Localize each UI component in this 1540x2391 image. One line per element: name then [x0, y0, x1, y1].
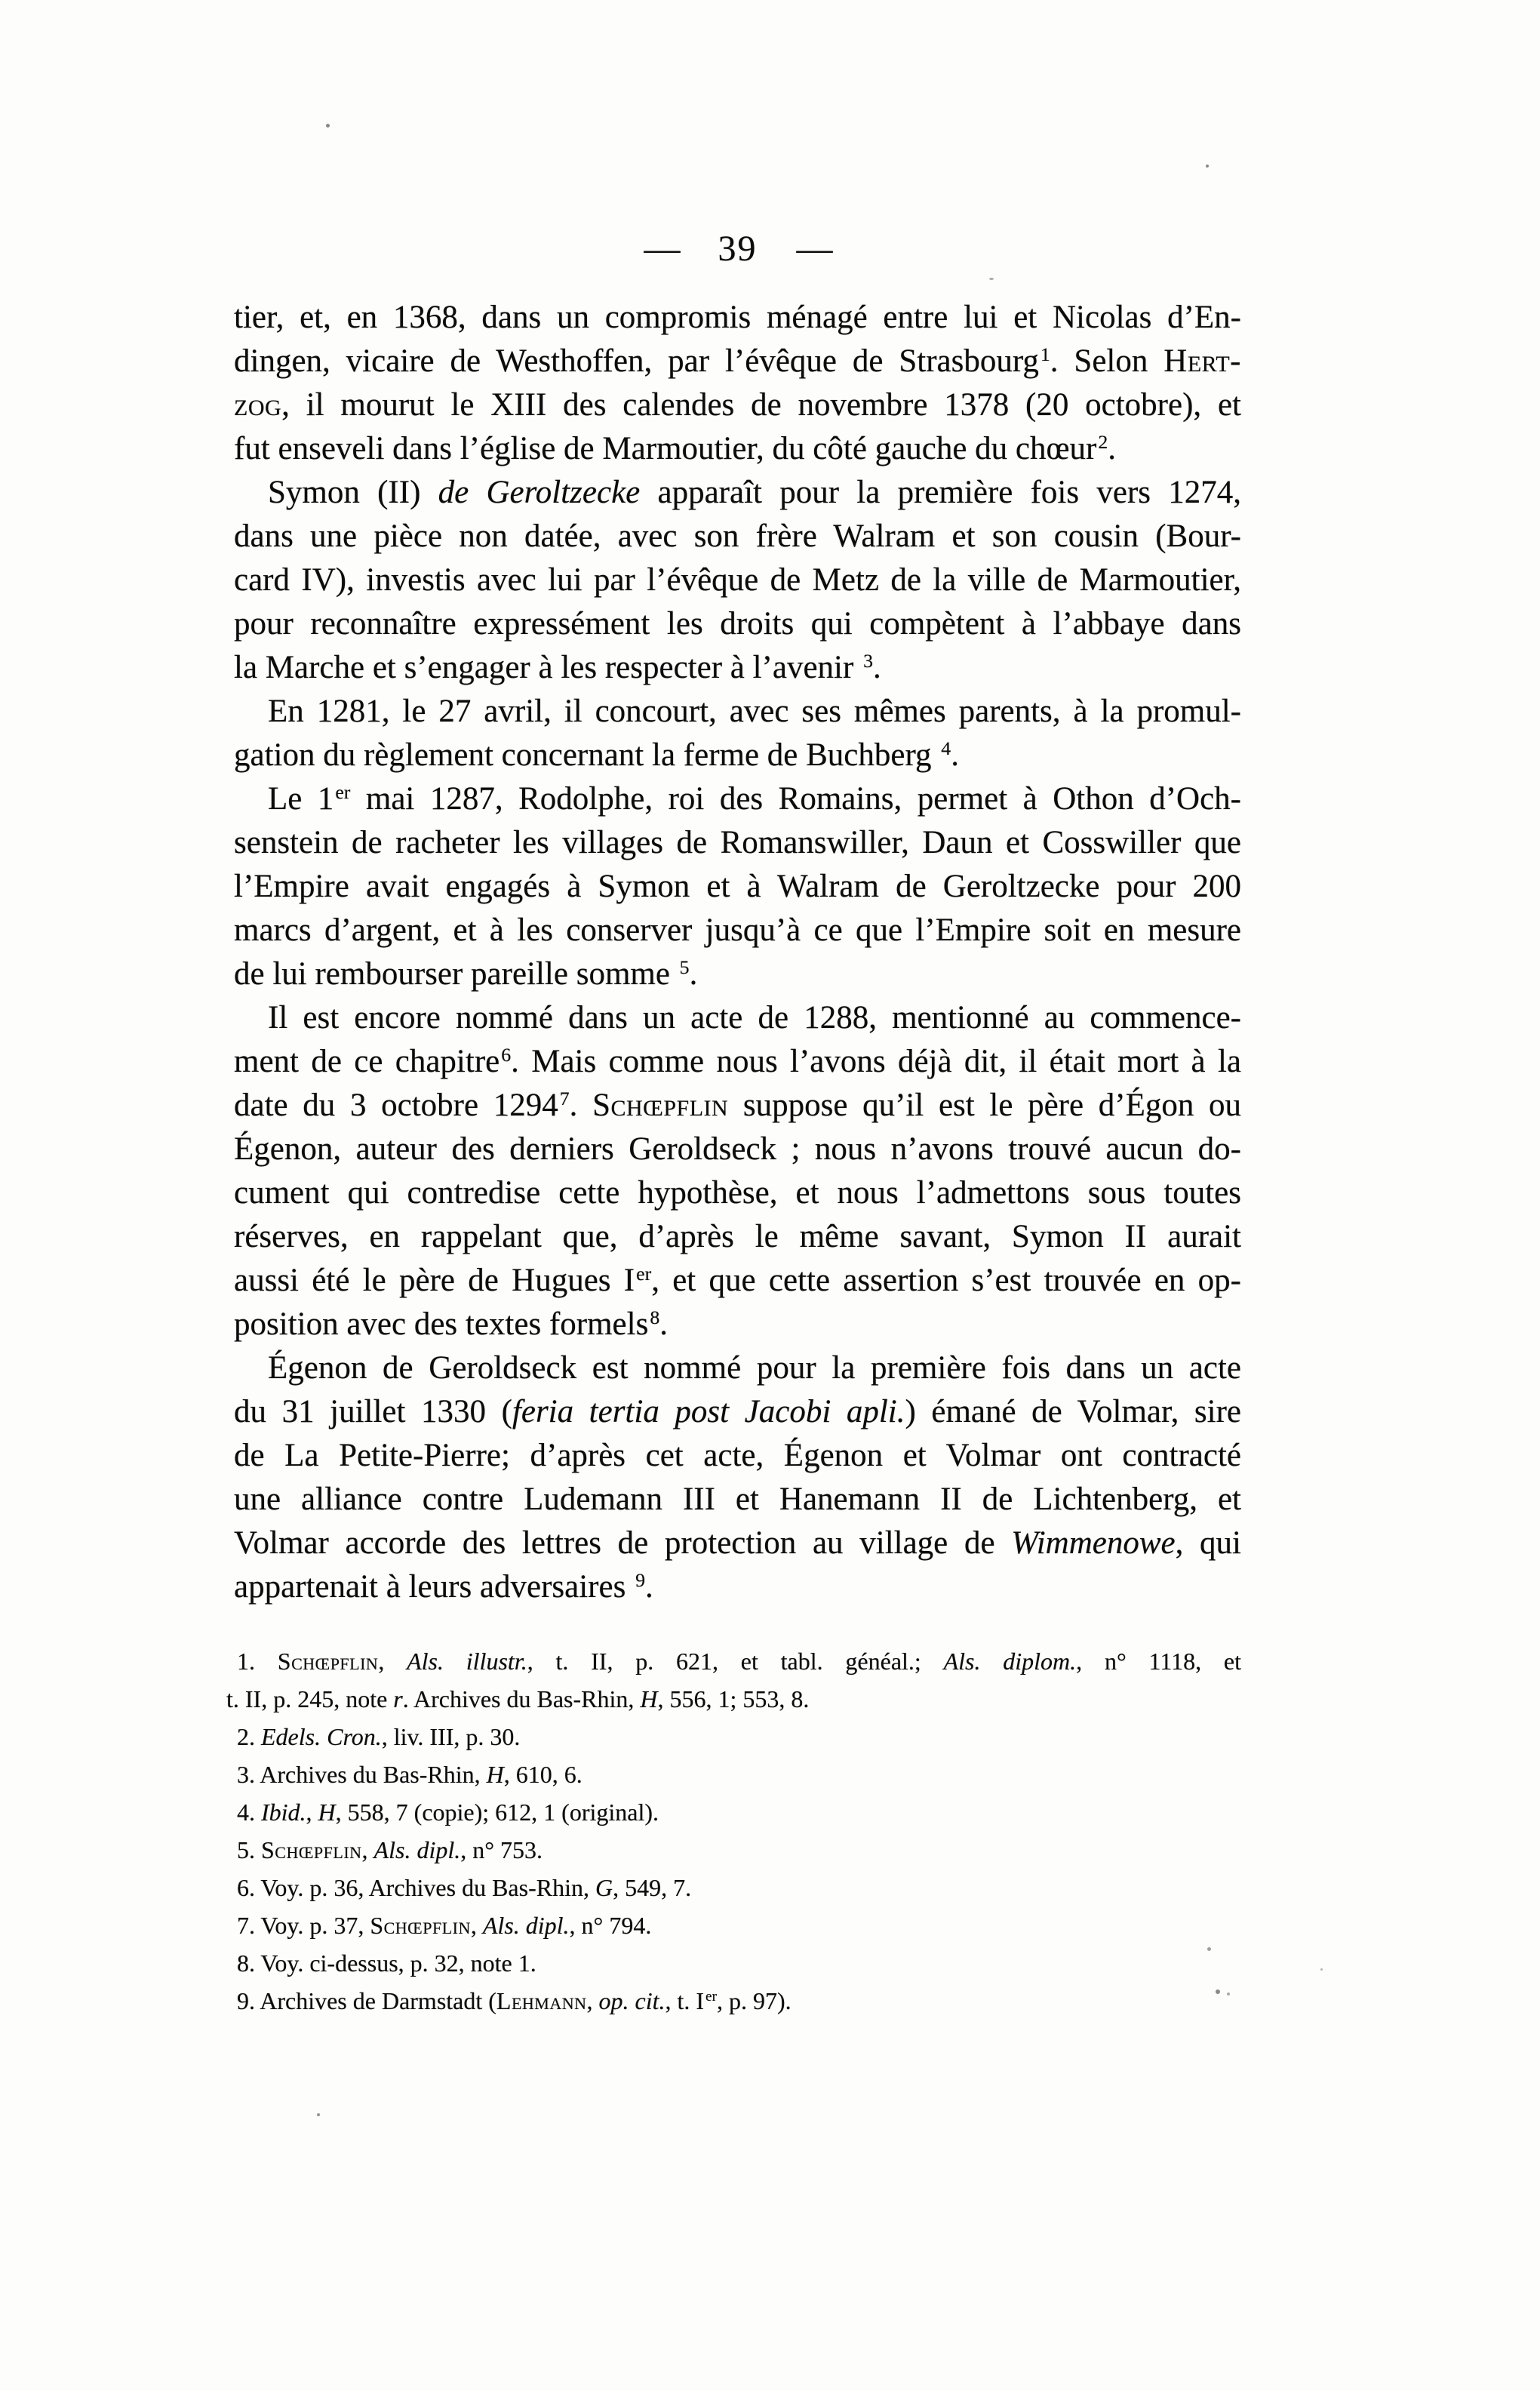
text-segment: 5.	[237, 1836, 261, 1863]
text-segment: ment de ce chapitre	[234, 1044, 500, 1079]
text-segment: aussi été le père de Hugues I	[234, 1263, 635, 1298]
scan-artifact	[1206, 165, 1209, 168]
body-text-line	[234, 1522, 1241, 1565]
text-segment: .	[951, 737, 959, 773]
text-segment: , liv. III, p. 30.	[381, 1723, 521, 1750]
scan-artifact	[989, 278, 994, 280]
text-segment: fut enseveli dans l’église de Marmoutier, du côté gauche du chœur	[234, 431, 1097, 466]
scan-artifact	[326, 124, 330, 128]
text-segment: Schœpflin	[370, 1912, 471, 1939]
text-segment: .	[569, 1088, 593, 1123]
text-segment: ) émané de Volmar, sire	[905, 1394, 1241, 1429]
body-text-line	[234, 865, 1241, 909]
footnote-line	[226, 1718, 1241, 1756]
body-text-line	[234, 690, 1241, 734]
body-text-line	[234, 1434, 1241, 1478]
text-segment: senstein de racheter les villages de Romanswiller, Daun et Cosswiller que	[234, 825, 1241, 860]
footnotes	[226, 1642, 1241, 2020]
text-segment: , et que cette assertion s’est trouvée en op-	[651, 1263, 1242, 1298]
text-segment: 9. Archives de Darmstadt (	[237, 1987, 496, 2014]
text-segment: Als. dipl.	[373, 1836, 461, 1863]
text-segment: . Archives du Bas-Rhin,	[402, 1685, 641, 1712]
text-segment: r	[393, 1685, 403, 1712]
text-segment: mai 1287, Rodolphe, roi des Romains, permet à Othon d’Och-	[350, 781, 1242, 817]
body-text-line	[234, 1303, 1241, 1346]
footnote-line	[226, 1982, 1241, 2020]
text-segment: 7. Voy. p. 37,	[237, 1912, 370, 1939]
text-segment: apparaît pour la première fois vers 1274,	[640, 475, 1242, 510]
text-segment: G	[595, 1874, 613, 1901]
text-segment: 8. Voy. ci-dessus, p. 32, note 1.	[237, 1949, 536, 1977]
text-segment: 3. Archives du Bas-Rhin,	[237, 1761, 487, 1788]
footnote-marker: er	[335, 780, 351, 803]
text-segment: 4.	[237, 1799, 261, 1826]
text-segment: .	[689, 956, 698, 992]
text-segment: la Marche et s’engager à les respecter à l’avenir	[234, 650, 862, 685]
page-number-value: 39	[718, 229, 758, 269]
text-segment: op. cit.	[598, 1987, 665, 2014]
text-segment: 2.	[237, 1723, 261, 1750]
footnote-marker: 6	[501, 1043, 512, 1066]
text-segment: , qui	[1175, 1525, 1242, 1561]
text-segment: Égenon, auteur des derniers Geroldseck ; nous n’avons trouvé aucun do-	[234, 1131, 1241, 1167]
body-text-line	[234, 1215, 1241, 1259]
text-segment: ,	[378, 1648, 407, 1675]
footnote-marker: er	[636, 1262, 652, 1285]
text-segment: En 1281, le 27 avril, il concourt, avec ses mêmes parents, à la promul-	[268, 694, 1241, 729]
body-text-line	[234, 340, 1241, 383]
body-text-line	[234, 1565, 1241, 1609]
body-text-line	[234, 1040, 1241, 1084]
body-text-line	[234, 559, 1241, 602]
page-number	[234, 229, 1241, 269]
text-segment: une alliance contre Ludemann III et Hanemann II de Lichtenberg, et	[234, 1482, 1241, 1517]
body-text-line	[234, 1084, 1241, 1128]
text-segment: tier, et, en 1368, dans un compromis ménagé entre lui et Nicolas d’En-	[234, 300, 1241, 335]
text-segment: card IV), investis avec lui par l’évêque de Metz de la ville de Marmoutier,	[234, 562, 1241, 598]
body-text-line	[234, 821, 1241, 865]
text-segment: , 549, 7.	[613, 1874, 692, 1901]
text-segment: cument qui contredise cette hypothèse, et nous l’admettons sous toutes	[234, 1175, 1241, 1211]
text-segment: Il est encore nommé dans un acte de 1288, mentionné au commence-	[268, 1000, 1241, 1035]
text-segment: ,	[361, 1836, 374, 1863]
body-text-line	[234, 952, 1241, 996]
body-text-line	[234, 427, 1241, 471]
text-segment: Als. dipl.	[482, 1912, 570, 1939]
body-text-line	[234, 996, 1241, 1040]
text-segment: de Geroltzecke	[438, 475, 641, 510]
footnote-marker: 3	[863, 649, 873, 672]
text-segment: réserves, en rappelant que, d’après le même savant, Symon II aurait	[234, 1219, 1241, 1254]
text-segment: Wimmenowe	[1011, 1525, 1176, 1561]
footnote-marker: 2	[1098, 430, 1108, 453]
footnote-marker: 5	[679, 955, 690, 978]
text-segment: feria tertia post Jacobi apli.	[512, 1394, 905, 1429]
text-segment: H	[318, 1799, 336, 1826]
text-segment: pour reconnaître expressément les droits qui compètent à l’abbaye dans	[234, 606, 1241, 642]
text-segment: Edels. Cron.	[261, 1723, 382, 1750]
text-segment: Volmar accorde des lettres de protection au village de	[234, 1525, 1012, 1561]
footnote-marker: 1	[1040, 343, 1050, 365]
text-segment: 6. Voy. p. 36, Archives du Bas-Rhin,	[237, 1874, 595, 1901]
footnote-line	[226, 1642, 1241, 1680]
text-segment: Symon (II)	[268, 475, 438, 510]
scan-artifact	[1227, 1992, 1230, 1996]
body-text-line	[234, 515, 1241, 559]
text-segment: .	[1108, 431, 1117, 466]
text-segment: , t. II, p. 621, et tabl. généal.;	[527, 1648, 944, 1675]
footnote-line	[226, 1831, 1241, 1869]
text-segment: H	[486, 1761, 504, 1788]
text-segment: Schœpflin	[277, 1648, 379, 1675]
footnote-line	[226, 1944, 1241, 1982]
body-text-line	[234, 1390, 1241, 1434]
text-segment: H	[640, 1685, 658, 1712]
text-segment: position avec des textes formels	[234, 1306, 649, 1342]
text-segment: marcs d’argent, et à les conserver jusqu’à ce que l’Empire soit en mesure	[234, 912, 1241, 948]
text-segment: Hert-	[1163, 343, 1241, 379]
footnote-marker: 9	[635, 1568, 645, 1591]
text-segment: , 556, 1; 553, 8.	[657, 1685, 810, 1712]
body-text-line	[234, 602, 1241, 646]
text-segment: . Selon	[1050, 343, 1164, 379]
body-text-line	[234, 1346, 1241, 1390]
footnote-line	[226, 1906, 1241, 1944]
body-text-line	[234, 1259, 1241, 1303]
page-number-right-dash: —	[796, 229, 831, 269]
footnote-marker: 7	[559, 1087, 570, 1109]
text-segment: , p. 97).	[716, 1987, 792, 2014]
text-segment: , il mourut le XIII des calendes de novembre 1378 (20 octobre), et	[281, 387, 1241, 423]
footnote-line	[226, 1680, 1241, 1718]
body-text-line	[234, 646, 1241, 690]
scan-artifact	[1216, 1989, 1220, 1994]
footnote-line	[226, 1793, 1241, 1831]
text-segment: de lui rembourser pareille somme	[234, 956, 678, 992]
text-segment: 1.	[237, 1648, 278, 1675]
text-segment: appartenait à leurs adversaires	[234, 1569, 635, 1605]
text-segment: .	[644, 1569, 653, 1605]
scan-artifact	[317, 2113, 320, 2116]
text-segment: ,	[306, 1799, 318, 1826]
body-text-line	[234, 1171, 1241, 1215]
text-segment: , 610, 6.	[503, 1761, 582, 1788]
text-segment: Schœpflin	[592, 1088, 729, 1123]
text-segment: du 31 juillet 1330 (	[234, 1394, 512, 1429]
text-segment: Schœpflin	[261, 1836, 362, 1863]
text-segment: , n° 753.	[460, 1836, 543, 1863]
text-segment: .	[872, 650, 881, 685]
footnote-line	[226, 1756, 1241, 1793]
text-segment: suppose qu’il est le père d’Égon ou	[728, 1088, 1242, 1123]
text-segment: l’Empire avait engagés à Symon et à Walram de Geroltzecke pour 200	[234, 869, 1241, 904]
text-segment: Als. diplom.	[943, 1648, 1077, 1675]
text-segment: t. II, p. 245, note	[226, 1685, 394, 1712]
text-segment: Lehmann	[496, 1987, 587, 2014]
text-segment: .	[659, 1306, 668, 1342]
body-text-line	[234, 383, 1241, 427]
text-segment: zog	[234, 387, 282, 423]
body-text-line	[234, 1128, 1241, 1171]
text-segment: Als. illustr.	[407, 1648, 527, 1675]
footnote-marker: 4	[941, 737, 951, 759]
text-segment: , n° 1118, et	[1076, 1648, 1242, 1675]
text-segment: gation du règlement concernant la ferme de Buchberg	[234, 737, 940, 773]
body-text-line	[234, 734, 1241, 777]
body-text-line	[234, 909, 1241, 952]
footnote-marker: er	[705, 1989, 717, 2005]
text-segment: dingen, vicaire de Westhoffen, par l’évêque de Strasbourg	[234, 343, 1039, 379]
text-segment: date du 3 octobre 1294	[234, 1088, 558, 1123]
text-segment: ,	[586, 1987, 599, 2014]
text-segment: , n° 794.	[569, 1912, 652, 1939]
page-number-left-dash: —	[644, 229, 679, 269]
text-segment: , t. I	[665, 1987, 705, 2014]
body-text	[234, 296, 1241, 1609]
text-segment: . Mais comme nous l’avons déjà dit, il était mort à la	[511, 1044, 1241, 1079]
text-segment: de La Petite-Pierre; d’après cet acte, Égenon et Volmar ont contracté	[234, 1438, 1241, 1473]
footnote-line	[226, 1869, 1241, 1906]
body-text-line	[234, 471, 1241, 515]
text-segment: dans une pièce non datée, avec son frère Walram et son cousin (Bour-	[234, 519, 1241, 554]
footnote-marker: 8	[650, 1306, 660, 1328]
text-segment: Égenon de Geroldseck est nommé pour la première fois dans un acte	[268, 1350, 1241, 1386]
scan-artifact	[1320, 1968, 1323, 1971]
text-segment: Ibid.	[261, 1799, 306, 1826]
text-segment: Le 1	[268, 781, 334, 817]
scan-artifact	[1207, 1947, 1211, 1951]
text-segment: ,	[470, 1912, 483, 1939]
body-text-line	[234, 777, 1241, 821]
body-text-line	[234, 1478, 1241, 1522]
body-text-line	[234, 296, 1241, 340]
text-segment: , 558, 7 (copie); 612, 1 (original).	[335, 1799, 659, 1826]
